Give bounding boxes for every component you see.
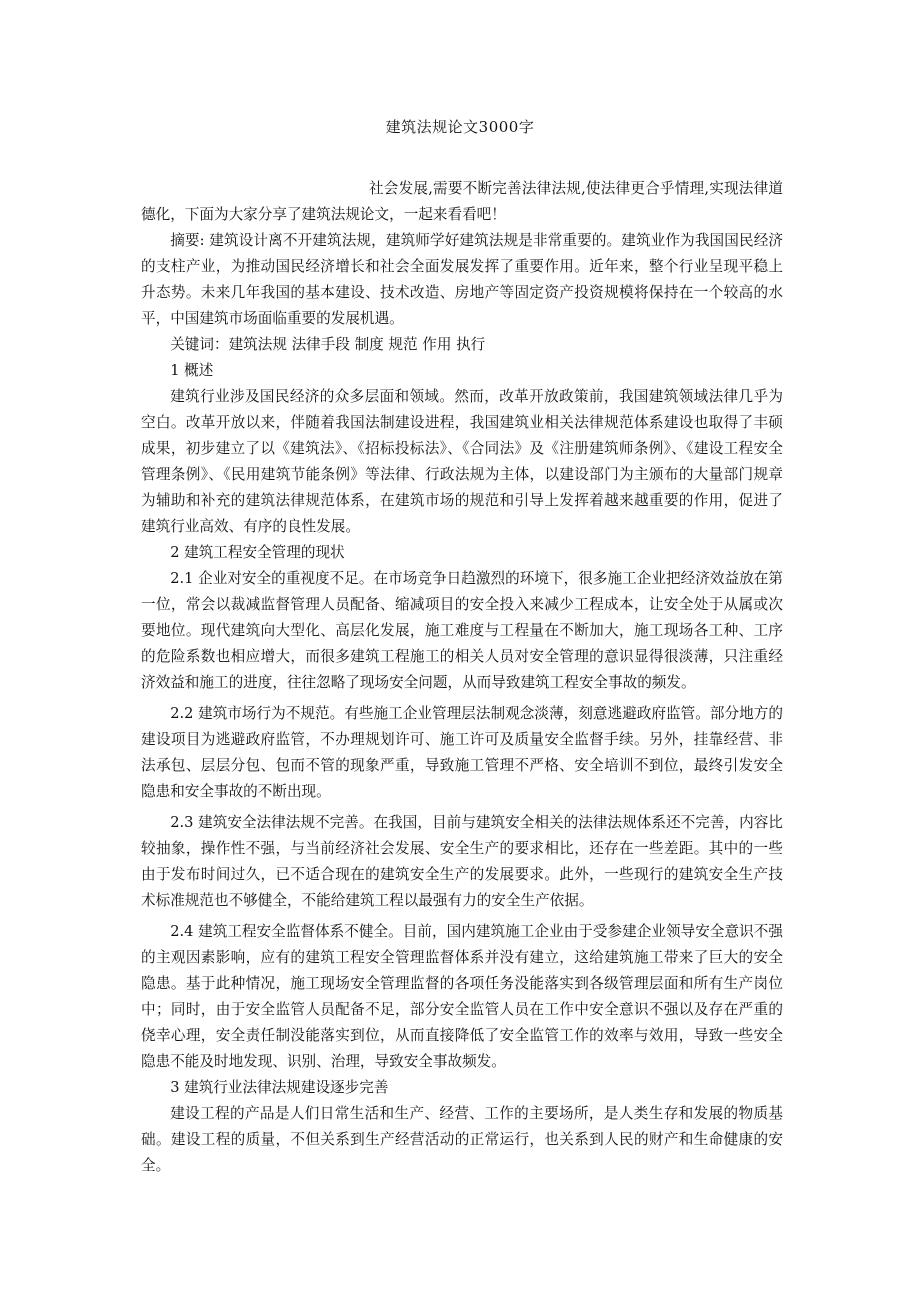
section-3-paragraph: 建设工程的产品是人们日常生活和生产、经营、工作的主要场所，是人类生存和发展的物质基础。建设工程的质量，不但关系到生产经营活动的正常运行，也关系到人民的财产和生命健康的安全。 [141,1105,783,1174]
section-2-4-paragraph: 2.4 建筑工程安全监督体系不健全。目前，国内建筑施工企业由于受参建企业领导安全意识不强的主观因素影响，应有的建筑工程安全管理监督体系并没有建立，这给建筑施工带来了巨大的安全隐患。基于此种情况，施工现场安全管理监督的各项任务没能落实到各级管理层面和所有生产岗位中；同时，由于安全监管人员配备不足，部分安全监管人员在工作中安全意识不强以及存在严重的侥幸心理，安全责任制没能落实到位，从而直接降低了安全监管工作的效率与效用，导致一些安全隐患不能及时地发现、识别、治理，导致安全事故频发。 [141,923,783,1070]
section-2-3-paragraph: 2.3 建筑安全法律法规不完善。在我国，目前与建筑安全相关的法律法规体系还不完善，内容比较抽象，操作性不强，与当前经济社会发展、安全生产的要求相比，还存在一些差距。其中的一些由于发布时间过久，已不适合现在的建筑安全生产的发展要求。此外，一些现行的建筑安全生产技术标准规范也不够健全，不能给建筑工程以最强有力的安全生产依据。 [141,814,783,909]
abstract-paragraph: 摘要: 建筑设计离不开建筑法规，建筑师学好建筑法规是非常重要的。建筑业作为我国国民经济的支柱产业，为推动国民经济增长和社会全面发展发挥了重要作用。近年来，整个行业呈现平稳上升态势。未来几年我国的基本建设、技术改造、房地产等固定资产投资规模将保持在一个较高的水平，中国建筑市场面临重要的发展机遇。 [141,232,783,327]
section-2-heading: 2 建筑工程安全管理的现状 [170,544,345,561]
section-2-1-paragraph: 2.1 企业对安全的重视度不足。在市场竞争日趋激烈的环境下，很多施工企业把经济效益放在第一位，常会以裁减监督管理人员配备、缩减项目的安全投入来减少工程成本，让安全处于从属或次要地位。现代建筑向大型化、高层化发展，施工难度与工程量在不断加大，施工现场各工种、工序的危险系数也相应增大，而很多建筑工程施工的相关人员对安全管理的意识显得很淡薄，只注重经济效益和施工的进度，往往忽略了现场安全问题，从而导致建筑工程安全事故的频发。 [141,570,783,691]
section-3-heading: 3 建筑行业法律法规建设逐步完善 [170,1079,389,1096]
keywords-line: 关键词：建筑法规 法律手段 制度 规范 作用 执行 [170,336,486,353]
document-body [141,176,783,1179]
section-2-2-paragraph: 2.2 建筑市场行为不规范。有些施工企业管理层法制观念淡薄，刻意逃避政府监管。部分地方的建设项目为逃避政府监管，不办理规划许可、施工许可及质量安全监督手续。另外，挂靠经营、非法承包、层层分包、包而不管的现象严重，导致施工管理不严格、安全培训不到位，最终引发安全隐患和安全事故的不断出现。 [141,705,783,800]
section-1-paragraph: 建筑行业涉及国民经济的众多层面和领域。然而，改革开放政策前，我国建筑领域法律几乎为空白。改革开放以来，伴随着我国法制建设进程，我国建筑业相关法律规范体系建设也取得了丰硕成果，初步建立了以《建筑法》、《招标投标法》、《合同法》及《注册建筑师条例》、《建设工程安全管理条例》、《民用建筑节能条例》等法律、行政法规为主体，以建设部门为主颁布的大量部门规章为辅助和补充的建筑法律规范体系，在建筑市场的规范和引导上发挥着越来越重要的作用，促进了建筑行业高效、有序的良性发展。 [141,388,783,535]
section-1-heading: 1 概述 [170,362,214,379]
intro-paragraph: 社会发展,需要不断完善法律法规,使法律更合乎情理,实现法律道德化，下面为大家分享了建筑法规论文，一起来看看吧！ [141,180,783,223]
document-title: 建筑法规论文3000字 [385,118,535,136]
